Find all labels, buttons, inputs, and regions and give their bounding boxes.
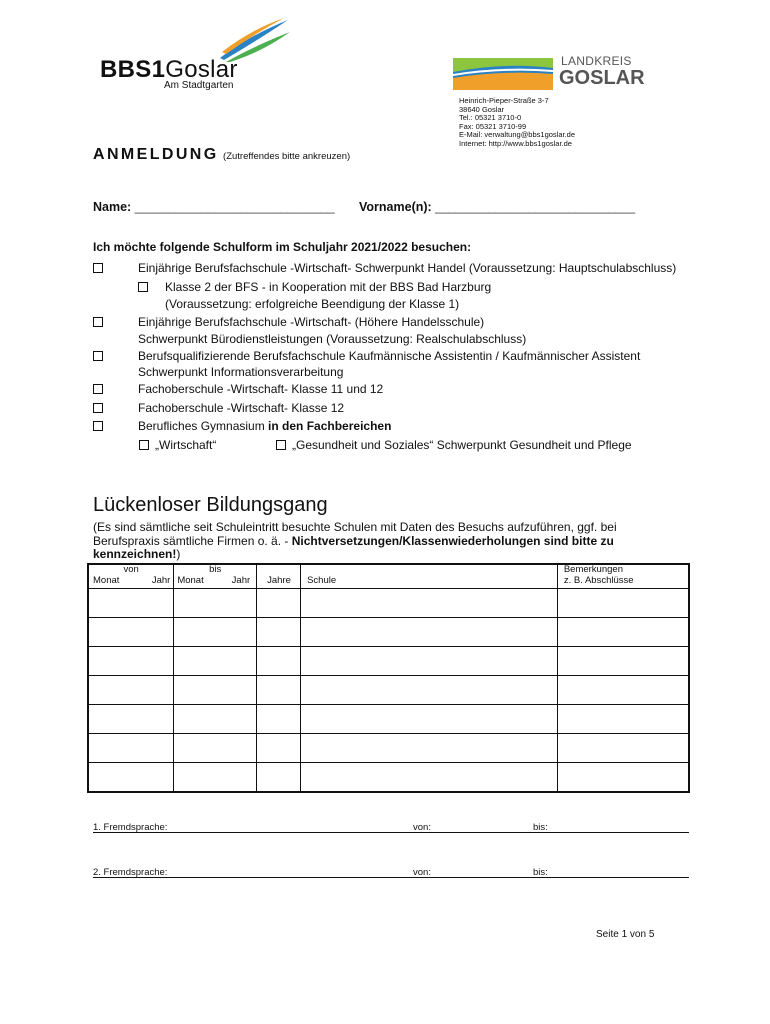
checkbox-handel[interactable]: [93, 263, 103, 273]
option-wirtschaft: „Wirtschaft“: [155, 438, 217, 452]
education-history-table: [87, 563, 690, 793]
header-bemerkungen: [557, 564, 689, 589]
section-description: [93, 521, 673, 562]
section-description-line1: (Es sind sämtliche seit Schuleintritt besuchte Schulen mit Daten des Besuchs aufzuführen, ggf. bei: [93, 520, 617, 534]
table-cell-bis[interactable]: [174, 734, 257, 763]
table-row: [88, 763, 689, 793]
table-cell-bis[interactable]: [174, 705, 257, 734]
table-cell-bemerkungen[interactable]: [557, 705, 689, 734]
option-fos-11-12: Fachoberschule -Wirtschaft- Klasse 11 und 12: [138, 382, 384, 396]
header-schule-label: Schule: [307, 575, 337, 586]
table-cell-bis[interactable]: [174, 647, 257, 676]
vorname-label: Vorname(n):: [359, 200, 432, 214]
desc-bold: Nichtversetzungen/Klassenwiederholungen sind bitte zu: [291, 533, 614, 548]
table-cell-bemerkungen[interactable]: [557, 589, 689, 618]
table-cell-jahre[interactable]: [257, 734, 301, 763]
option-klasse-2-line1: Klasse 2 der BFS - in Kooperation mit der BBS Bad Harzburg: [165, 280, 492, 294]
table-cell-schule[interactable]: [301, 647, 558, 676]
desc-bold-end: kennzeichnen!: [93, 547, 177, 561]
district-logo: [453, 54, 658, 94]
vorname-field[interactable]: [359, 200, 635, 214]
name-label: Name:: [93, 200, 132, 214]
table-cell-schule[interactable]: [301, 589, 558, 618]
page-number: Seite 1 von 5: [596, 929, 655, 940]
table-cell-bemerkungen[interactable]: [557, 618, 689, 647]
header-von: [88, 564, 174, 589]
table-cell-von[interactable]: [88, 763, 174, 793]
desc-close-paren: ): [176, 547, 181, 561]
second-language-line[interactable]: [93, 877, 689, 878]
table-row: [88, 705, 689, 734]
address-street: Heinrich-Pieper-Straße 3-7: [459, 96, 549, 105]
option-kaufm-assistent-line2: Schwerpunkt Informationsverarbeitung: [138, 365, 344, 379]
checkbox-gymnasium[interactable]: [93, 421, 103, 431]
table-cell-von[interactable]: [88, 734, 174, 763]
desc-plain: Berufspraxis sämtliche Firmen o. ä. -: [93, 533, 292, 548]
district-logo-line1: LANDKREIS: [561, 54, 632, 68]
table-cell-schule[interactable]: [301, 618, 558, 647]
table-cell-jahre[interactable]: [257, 763, 301, 793]
table-cell-bis[interactable]: [174, 589, 257, 618]
checkbox-kaufm-assistent[interactable]: [93, 351, 103, 361]
table-cell-schule[interactable]: [301, 734, 558, 763]
header-von-monat: Monat: [93, 575, 120, 586]
school-address: [459, 97, 575, 149]
table-cell-von[interactable]: [88, 647, 174, 676]
table-cell-bemerkungen[interactable]: [557, 647, 689, 676]
option-hoehere-handelsschule-line2: Schwerpunkt Bürodienstleistungen (Voraussetzung: Realschulabschluss): [138, 332, 527, 346]
name-line[interactable]: ______________________________: [134, 200, 335, 214]
address-email: E-Mail: verwaltung@bbs1goslar.de: [459, 130, 576, 140]
table-cell-von[interactable]: [88, 676, 174, 705]
first-language-line[interactable]: [93, 832, 689, 833]
table-row: [88, 618, 689, 647]
header-von-jahr: Jahr: [151, 575, 171, 586]
checkbox-gesundheit-soziales[interactable]: [276, 440, 286, 450]
header-jahre-label: Jahre: [267, 575, 291, 586]
table-cell-von[interactable]: [88, 618, 174, 647]
table-row: [88, 589, 689, 618]
table-cell-von[interactable]: [88, 705, 174, 734]
table-row: [88, 734, 689, 763]
table-cell-schule[interactable]: [301, 705, 558, 734]
header-schule: [301, 564, 558, 589]
second-language-bis-label: bis:: [533, 867, 548, 878]
table-cell-jahre[interactable]: [257, 618, 301, 647]
first-language-bis-label: bis:: [533, 822, 548, 833]
table-cell-schule[interactable]: [301, 763, 558, 793]
school-name-light: Goslar: [165, 56, 238, 83]
district-flag-icon: [453, 58, 553, 90]
form-heading: [93, 146, 350, 164]
checkbox-hoehere-handelsschule[interactable]: [93, 317, 103, 327]
table-cell-schule[interactable]: [301, 676, 558, 705]
table-body: [88, 589, 689, 793]
table-cell-jahre[interactable]: [257, 676, 301, 705]
option-handel: Einjährige Berufsfachschule -Wirtschaft- Schwerpunkt Handel (Voraussetzung: Hauptschulabschluss): [138, 261, 677, 275]
form-title: ANMELDUNG: [93, 146, 219, 163]
school-form-question: Ich möchte folgende Schulform im Schuljahr 2021/2022 besuchen:: [93, 240, 472, 254]
header-bis-label: bis: [209, 564, 222, 575]
address-city: 38640 Goslar: [459, 104, 505, 114]
table-cell-von[interactable]: [88, 589, 174, 618]
first-language-label: 1. Fremdsprache:: [93, 822, 168, 833]
table-cell-bis[interactable]: [174, 618, 257, 647]
checkbox-wirtschaft[interactable]: [139, 440, 149, 450]
checkbox-fos-12[interactable]: [93, 403, 103, 413]
option-fos-12: Fachoberschule -Wirtschaft- Klasse 12: [138, 401, 345, 415]
section-title-bildungsgang: Lückenloser Bildungsgang: [93, 494, 328, 516]
school-name-bold: BBS1: [100, 56, 166, 83]
header-bis-monat: Monat: [177, 575, 204, 586]
table-header-row: [88, 564, 689, 589]
table-cell-bemerkungen[interactable]: [557, 763, 689, 793]
checkbox-fos-11-12[interactable]: [93, 384, 103, 394]
second-language-von-label: von:: [413, 867, 431, 878]
option-gymnasium-plain: Berufliches Gymnasium: [138, 419, 269, 433]
header-bis: [174, 564, 257, 589]
option-gesundheit-soziales: „Gesundheit und Soziales“ Schwerpunkt Gesundheit und Pflege: [292, 438, 632, 452]
table-cell-bemerkungen[interactable]: [557, 734, 689, 763]
header-abschluesse-label: z. B. Abschlüsse: [563, 575, 634, 586]
address-fax: Fax: 05321 3710-99: [459, 121, 527, 131]
option-gymnasium: [138, 419, 391, 434]
school-logo: [100, 18, 290, 98]
section-description-line2: [93, 535, 673, 549]
table-cell-jahre[interactable]: [257, 705, 301, 734]
table-cell-bis[interactable]: [174, 676, 257, 705]
header-bemerkungen-label: Bemerkungen: [563, 564, 623, 575]
option-hoehere-handelsschule-line1: Einjährige Berufsfachschule -Wirtschaft- (Höhere Handelsschule): [138, 315, 485, 329]
header-jahre: [257, 564, 301, 589]
table-row: [88, 676, 689, 705]
section-description-line3: [93, 548, 673, 562]
header-bis-jahr: Jahr: [231, 575, 251, 586]
address-website: Internet: http://www.bbs1goslar.de: [459, 138, 572, 148]
district-logo-line2: GOSLAR: [559, 67, 645, 89]
second-language-label: 2. Fremdsprache:: [93, 867, 168, 878]
table-cell-jahre[interactable]: [257, 589, 301, 618]
table-row: [88, 647, 689, 676]
table-cell-bemerkungen[interactable]: [557, 676, 689, 705]
school-subtitle: Am Stadtgarten: [164, 80, 234, 91]
option-klasse-2-line2: (Voraussetzung: erfolgreiche Beendigung der Klasse 1): [165, 297, 460, 311]
checkbox-klasse-2[interactable]: [138, 282, 148, 292]
first-language-von-label: von:: [413, 822, 431, 833]
header-von-label: von: [123, 564, 139, 575]
address-phone: Tel.: 05321 3710-0: [459, 113, 522, 123]
name-field[interactable]: [93, 200, 334, 214]
option-gymnasium-bold: in den Fachbereichen: [268, 419, 392, 433]
option-kaufm-assistent-line1: Berufsqualifizierende Berufsfachschule Kaufmännische Assistentin / Kaufmännischer Assistent: [138, 349, 641, 363]
table-cell-bis[interactable]: [174, 763, 257, 793]
vorname-line[interactable]: ______________________________: [435, 200, 635, 214]
form-title-note: (Zutreffendes bitte ankreuzen): [223, 151, 351, 162]
table-cell-jahre[interactable]: [257, 647, 301, 676]
